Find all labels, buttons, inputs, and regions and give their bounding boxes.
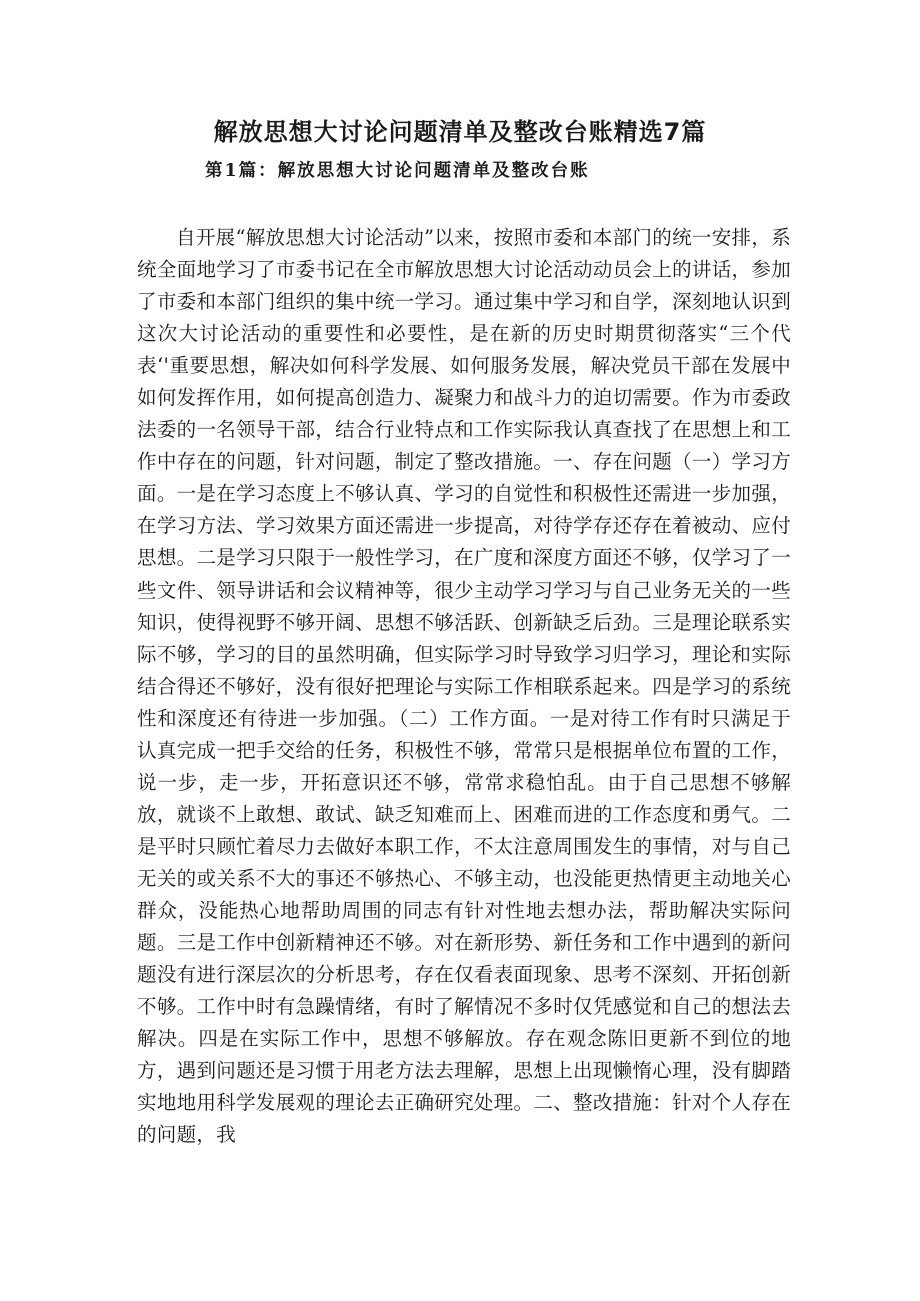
document-title: 解放思想大讨论问题清单及整改台账精选7篇 xyxy=(213,118,707,146)
article-subtitle: 第1篇：解放思想大讨论问题清单及整改台账 xyxy=(205,161,590,181)
body-paragraph: 自开展“解放思想大讨论活动”以来，按照市委和本部门的统一安排，系统全面地学习了市委书记在全市解放思想大讨论活动动员会上的讲话，参加了市委和本部门组织的集中统一学习。通过集中学习和自学，深刻地认识到这次大讨论活动的重要性和必要性，是在新的历史时期贯彻落实“三个代表‘'重要思想，解决如何科学发展、如何服务发展，解决党员干部在发展中如何发挥作用，如何提高创造力、凝聚力和战斗力的迫切需要。作为市委政法委的一名领导干部，结合行业特点和工作实际我认真查找了在思想上和工作中存在的问题，针对问题，制定了整改措施。一、存在问题（一）学习方面。一是在学习态度上不够认真、学习的自觉性和积极性还需进一步加强，在学习方法、学习效果方面还需进一步提高，对待学存还存在着被动、应付思想。二是学习只限于一般性学习，在广度和深度方面还不够，仅学习了一些文件、领导讲话和会议精神等，很少主动学习学习与自己业务无关的一些知识，使得视野不够开阔、思想不够活跃、创新缺乏后劲。三是理论联系实际不够，学习的目的虽然明确，但实际学习时导致学习归学习，理论和实际结合得还不够好，没有很好把理论与实际工作相联系起来。四是学习的系统性和深度还有待进一步加强。（二）工作方面。一是对待工作有时只满足于认真完成一把手交给的任务，积极性不够，常常只是根据单位布置的工作，说一步，走一步，开拓意识还不够，常常求稳怕乱。由于自己思想不够解放，就谈不上敢想、敢试、缺乏知难而上、困难而进的工作态度和勇气。二是平时只顾忙着尽力去做好本职工作，不太注意周围发生的事情，对与自己无关的或关系不大的事还不够热心、不够主动，也没能更热情更主动地关心群众，没能热心地帮助周围的同志有针对性地去想办法，帮助解决实际问题。三是工作中创新精神还不够。对在新形势、新任务和工作中遇到的新问题没有进行深层次的分析思考，存在仅看表面现象、思考不深刻、开拓创新不够。工作中时有急躁情绪，有时了解情况不多时仅凭感觉和自己的想法去解决。四是在实际工作中，思想不够解放。存在观念陈旧更新不到位的地方，遇到问题还是习惯于用老方法去理解，思想上出现懒惰心理，没有脚踏实地地用科学发展观的理论去正确研究处理。二、整改措施：针对个人存在的问题，我 xyxy=(137,226,791,1147)
